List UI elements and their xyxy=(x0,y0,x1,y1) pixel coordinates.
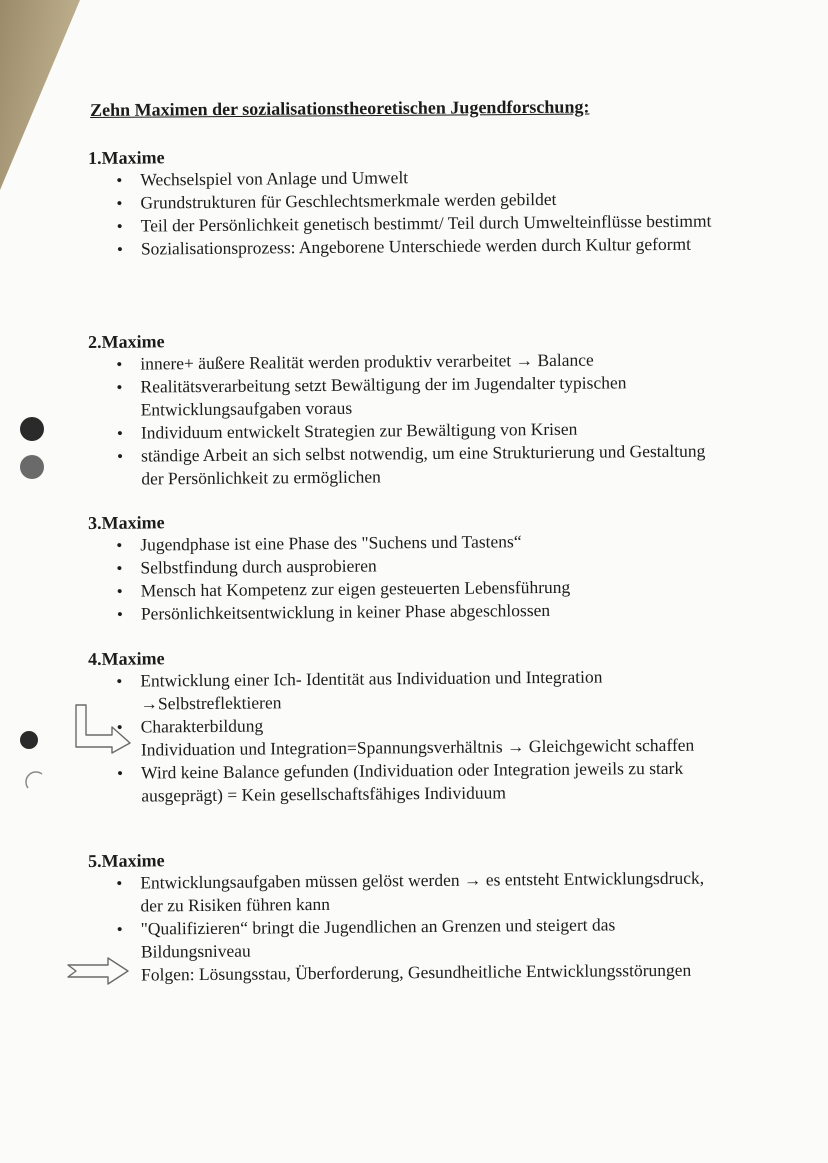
list-item: • Teil der Persönlichkeit genetisch bestimmt/ Teil durch Umwelteinflüsse bestimmt xyxy=(141,209,729,237)
punch-hole-outline-icon xyxy=(22,770,46,794)
list-item-continuation: Individuation und Integration=Spannungsverhältnis → Gleichgewicht schaffen xyxy=(140,734,695,760)
document-title: Zehn Maximen der sozialisationstheoretischen Jugendforschung: xyxy=(90,96,590,120)
list-item: • Persönlichkeitsentwicklung in keiner Phase abgeschlossen xyxy=(141,597,729,625)
section-4 xyxy=(88,642,729,808)
l-arrow-icon xyxy=(72,703,134,755)
section-5 xyxy=(88,844,729,987)
punch-hole-icon xyxy=(20,455,44,479)
background-corner xyxy=(0,0,80,190)
bullet-list xyxy=(88,528,729,626)
list-item: • innere+ äußere Realität werden produktiv verarbeitet → Balance xyxy=(140,347,728,375)
list-item: • Realitätsverarbeitung setzt Bewältigung der im Jugendalter typischen Entwicklungsaufgaben voraus xyxy=(140,370,728,421)
list-item: • Wird keine Balance gefunden (Individuation oder Integration jeweils zu stark ausgeprägt) = Kein gesellschaftsfähiges Individuum xyxy=(141,756,729,807)
list-item-continuation: →Selbstreflektieren xyxy=(140,692,282,714)
bullet-list xyxy=(88,866,729,987)
section-2 xyxy=(88,325,729,491)
section-heading: 5.Maxime xyxy=(88,850,165,871)
bullet-list xyxy=(88,163,729,261)
section-1 xyxy=(88,141,729,261)
list-item: • Charakterbildung xyxy=(141,710,729,738)
section-3 xyxy=(88,506,729,626)
list-item: • Sozialisationsprozess: Angeborene Unterschiede werden durch Kultur geformt xyxy=(141,232,729,260)
punch-hole-icon xyxy=(20,731,38,749)
bullet-list xyxy=(88,347,729,491)
section-heading: 4.Maxime xyxy=(88,648,165,669)
list-item: • "Qualifizieren“ bringt die Jugendlichen an Grenzen und steigert das Bildungsniveau xyxy=(141,912,729,963)
list-item: • ständige Arbeit an sich selbst notwendig, um eine Strukturierung und Gestaltung der Persönlichkeit zu ermöglichen xyxy=(141,439,729,490)
list-item: • Individuum entwickelt Strategien zur Bewältigung von Krisen xyxy=(141,416,729,444)
list-item: • Entwicklungsaufgaben müssen gelöst werden → es entsteht Entwicklungsdruck, der zu Risiken führen kann xyxy=(140,866,728,917)
list-item: • Entwicklung einer Ich- Identität aus Individuation und Integration xyxy=(140,664,728,692)
list-item: • Wechselspiel von Anlage und Umwelt xyxy=(140,163,728,191)
bullet-list xyxy=(88,664,729,808)
section-heading: 3.Maxime xyxy=(88,512,165,533)
list-item-continuation: Folgen: Lösungsstau, Überforderung, Gesundheitliche Entwicklungsstörungen xyxy=(141,959,692,985)
list-item: • Mensch hat Kompetenz zur eigen gesteuerten Lebensführung xyxy=(141,574,729,602)
list-item: • Grundstrukturen für Geschlechtsmerkmale werden gebildet xyxy=(140,186,728,214)
list-item: • Jugendphase ist eine Phase des "Suchens und Tastens“ xyxy=(140,528,728,556)
list-item: • Selbstfindung durch ausprobieren xyxy=(140,551,728,579)
punch-hole-icon xyxy=(20,417,44,441)
section-heading: 1.Maxime xyxy=(88,147,165,168)
right-arrow-icon xyxy=(66,955,132,987)
section-heading: 2.Maxime xyxy=(88,331,165,352)
